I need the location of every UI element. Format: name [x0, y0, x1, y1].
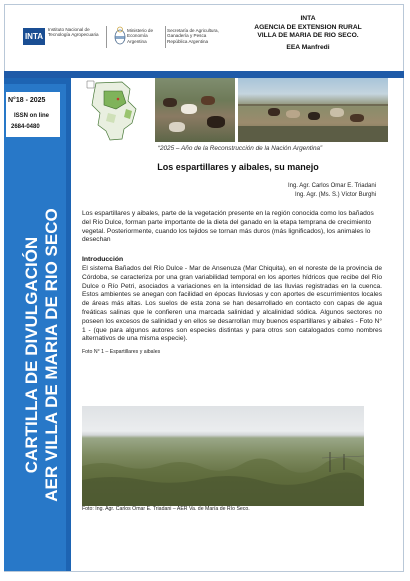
ministry-name: Ministerio de Economía	[127, 28, 154, 39]
org-line: VILLA DE MARIA DE RIO SECO.	[257, 32, 359, 40]
figure-label: Foto N° 1 – Espartillares y aibales	[82, 349, 161, 355]
org-line: INTA	[300, 15, 316, 22]
author: Ing. Agr. Carlos Omar E. Triadani	[287, 183, 376, 189]
body-paragraph: El sistema Bañados del Río Dulce - Mar de Ansenuza (Mar Chiquita), en el noreste de la provincia de Córdoba, se caracteriza por una gran variabilidad temporal en los aportes hídricos que recibe del Río Dulce o Río Petri, asociados a variaciones en la intensidad de las lluvias registradas en la cuenca. Estos ambientes se anegan con facilidad en épocas lluviosas y con aportes de escurrimientos locales de áreas más altas. Los suelos de esta zona se han desarrollado en contacto con capas de agua freáticas salinas que le confieren una marcada salinidad y alcalinidad sódica. Algunos sectores no poseen los excesos de salinidad y en ellos se desarrollan muy buenos espartillares y aibales - Foto N° 1 - (que para algunos autores son especies distintas y para otros son catalogados como nombres alternativos de una misma especie).	[82, 265, 382, 343]
vertical-title	[22, 135, 62, 575]
vertical-title-line: CARTILLA DE DIVULGACIÓN	[22, 236, 41, 474]
section-heading: Introducción	[82, 256, 124, 263]
argentina-crest-icon	[114, 26, 126, 46]
inta-logo: INTA	[23, 28, 45, 45]
org-line: EEA Manfredi	[286, 43, 330, 51]
header-divider	[106, 26, 107, 48]
authors	[250, 182, 376, 199]
ministry-country: Argentina	[127, 38, 147, 44]
header-divider	[165, 26, 166, 48]
organization-header	[228, 15, 388, 52]
page-border-top	[4, 4, 404, 5]
issn-number: 2684-0480	[11, 124, 40, 130]
ministry-text	[127, 28, 167, 44]
secretariat-country: República Argentina	[167, 38, 209, 44]
grassland-photo	[82, 406, 364, 506]
author: Ing. Agr. (Ms. S.) Víctor Burghi	[294, 191, 376, 198]
header-band	[4, 71, 404, 78]
vertical-title-line: AER VILLA DE MARIA DE RIO SECO	[42, 208, 61, 502]
page-border-bottom	[4, 571, 404, 572]
page-border-right	[403, 4, 404, 572]
intro-paragraph: Los espartillares y aibales, parte de la vegetación presente en la región conocida como los bañados del Río Dulce, forman parte importante de la dieta del ganado en la etapa temprana de crecimiento vegetal. Posteriormente, cuando los tejidos se tornan más duros (más lignificados), los animales lo desechan	[82, 210, 374, 244]
figure-caption: Foto: Ing. Agr. Carlos Omar E. Triadani – AER Va. de María de Río Seco.	[82, 506, 250, 512]
org-line: AGENCIA DE EXTENSION RURAL	[254, 23, 362, 31]
secretariat-text	[167, 28, 227, 44]
cordoba-map-image	[82, 79, 152, 143]
cattle-corral-photo	[238, 78, 388, 142]
issue-number: N°18 - 2025	[8, 97, 46, 104]
cattle-photo	[155, 78, 235, 142]
secretariat-name: Secretaría de Agricultura, Ganadería y Pesca	[167, 28, 219, 39]
issn-label: ISSN on line	[14, 113, 50, 119]
grassland-texture	[82, 446, 364, 506]
year-motto: “2025 – Año de la Reconstrucción de la Nación Argentina”	[157, 145, 323, 152]
inta-name: Instituto Nacional de Tecnología Agropecuaria	[48, 27, 99, 38]
article-title: Los espartillares y aibales, su manejo	[157, 162, 319, 172]
